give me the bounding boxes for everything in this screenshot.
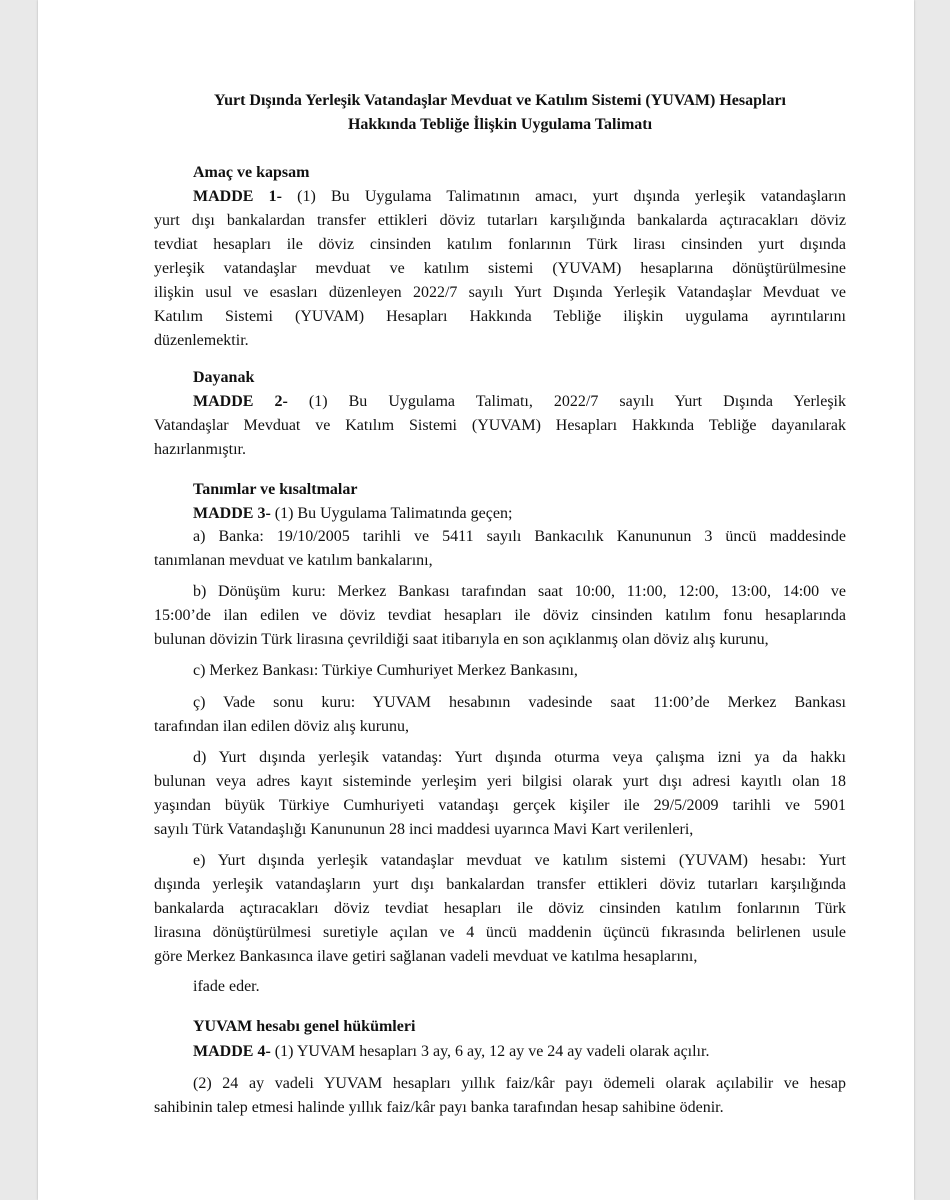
madde-2-label: MADDE 2-: [193, 393, 288, 410]
section-4-heading: YUVAM hesabı genel hükümleri: [193, 1018, 416, 1035]
title-line-2: Hakkında Tebliğe İlişkin Uygulama Talimatı: [347, 116, 653, 133]
section-1-heading: Amaç ve kapsam: [193, 164, 310, 181]
section-3-heading: Tanımlar ve kısaltmalar: [193, 481, 358, 498]
madde-1-label: MADDE 1-: [193, 188, 282, 205]
definition-a: a) Banka: 19/10/2005 tarihli ve 5411 sayılı Bankacılık Kanununun 3 üncü maddesinde tanımlanan mevduat ve katılım bankalarını,: [154, 528, 846, 569]
definition-d: d) Yurt dışında yerleşik vatandaş: Yurt dışında oturma veya çalışma izni ya da hakkı bulunan veya adres kayıt sisteminde yerleşim yeri bilgisi olarak yurt dışı adresi kayıtlı olan 18 yaşından büyük Türkiye Cumhuriyeti vatandaşı gerçek kişiler ile 29/5/2009 tarihli ve 5901 sayılı Türk Vatandaşlığı Kanununun 28 inci maddesi uyarınca Mavi Kart verilenleri,: [154, 749, 846, 838]
document-title: [154, 89, 846, 137]
definitions-closing: ifade eder.: [193, 978, 260, 995]
definition-b: b) Dönüşüm kuru: Merkez Bankası tarafından saat 10:00, 11:00, 12:00, 13:00, 14:00 ve 15:00’de ilan edilen ve döviz tevdiat hesapları ile döviz cinsinden katılım fonu hesaplarında bulunan dövizin Türk lirasına çevrildiği saat itibarıyla en son açıklanmış olan döviz alış kurunu,: [154, 583, 846, 648]
madde-3-intro: MADDE 3- (1) Bu Uygulama Talimatında geçen;: [193, 505, 513, 522]
section-2-heading: Dayanak: [193, 369, 255, 386]
definition-cc: ç) Vade sonu kuru: YUVAM hesabının vadesinde saat 11:00’de Merkez Bankası tarafından ilan edilen döviz alış kurunu,: [154, 694, 846, 735]
madde-2-paragraph: MADDE 2- (1) Bu Uygulama Talimatı, 2022/7 sayılı Yurt Dışında Yerleşik Vatandaşlar Mevduat ve Katılım Sistemi (YUVAM) Hesapları Hakkında Tebliğe dayanılarak hazırlanmıştır.: [154, 393, 846, 458]
document-page: [38, 0, 914, 1200]
madde-4-paragraph-2: (2) 24 ay vadeli YUVAM hesapları yıllık faiz/kâr payı ödemeli olarak açılabilir ve hesap sahibinin talep etmesi halinde yıllık faiz/kâr payı banka tarafından hesap sahibine ödenir.: [154, 1075, 846, 1116]
madde-1-paragraph: MADDE 1- (1) Bu Uygulama Talimatının amacı, yurt dışında yerleşik vatandaşların yurt dışı bankalardan transfer ettikleri döviz tutarları karşılığında bankalarda açtıracakları döviz tevdiat hesapları ile döviz cinsinden katılım fonlarının Türk lirası cinsinden yurt dışında yerleşik vatandaşlar mevduat ve katılım sistemi (YUVAM) hesaplarına dönüştürülmesine ilişkin usul ve esasları düzenleyen 2022/7 sayılı Yurt Dışında Yerleşik Vatandaşlar Mevduat ve Katılım Sistemi (YUVAM) Hesapları Hakkında Tebliğe ilişkin uygulama ayrıntılarını düzenlemektir.: [154, 188, 846, 349]
definition-e: e) Yurt dışında yerleşik vatandaşlar mevduat ve katılım sistemi (YUVAM) hesabı: Yurt dışında yerleşik vatandaşların yurt dışı bankalardan transfer ettikleri döviz tutarları karşılığında bankalarda açtıracakları döviz tevdiat hesapları ile döviz cinsinden katılım fonlarının Türk lirasına dönüştürülmesi suretiyle açılan ve 4 üncü maddenin üçüncü fıkrasında belirlenen usule göre Merkez Bankasınca ilave getiri sağlanan vadeli mevduat ve katılma hesaplarını,: [154, 852, 846, 965]
definition-c: c) Merkez Bankası: Türkiye Cumhuriyet Merkez Bankasını,: [193, 662, 578, 679]
madde-4-paragraph-1: MADDE 4- (1) YUVAM hesapları 3 ay, 6 ay, 12 ay ve 24 ay vadeli olarak açılır.: [193, 1043, 710, 1060]
title-line-1: Yurt Dışında Yerleşik Vatandaşlar Mevduat ve Katılım Sistemi (YUVAM) Hesapları: [213, 92, 786, 109]
madde-4-label: MADDE 4-: [193, 1043, 271, 1060]
madde-3-label: MADDE 3-: [193, 505, 271, 522]
